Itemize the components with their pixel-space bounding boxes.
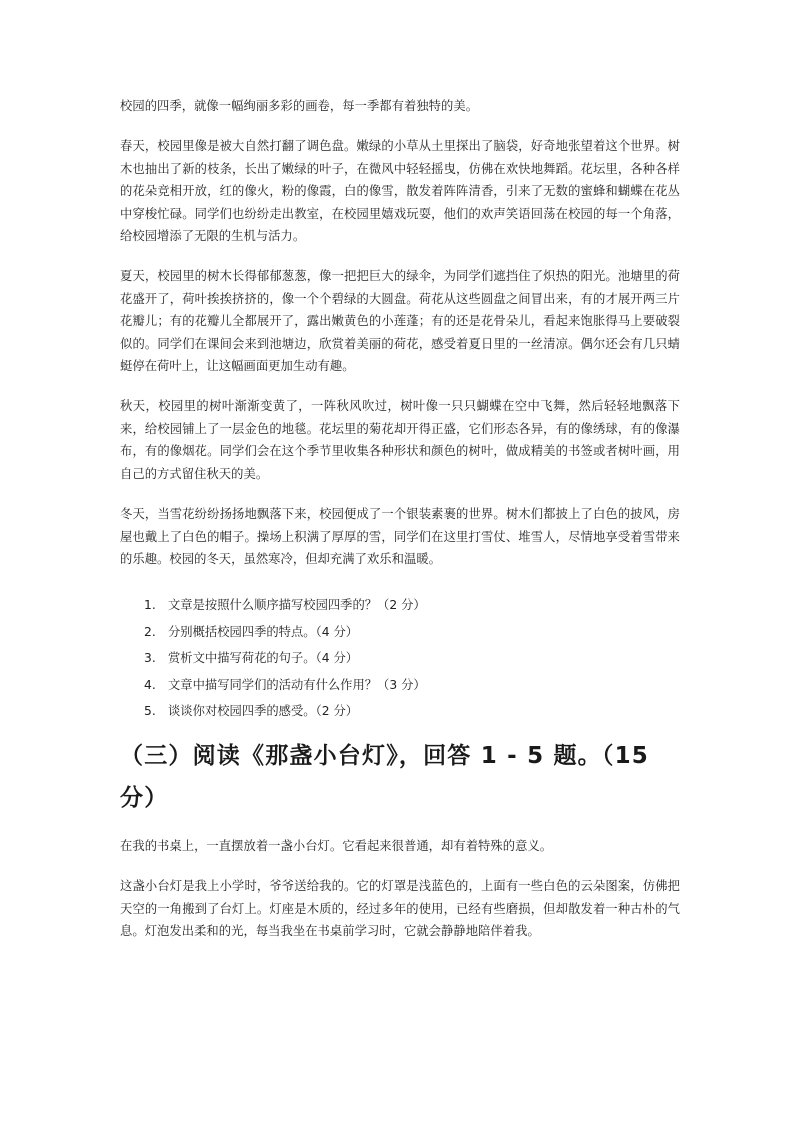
question-text: 谈谈你对校园四季的感受。（2 分） (168, 704, 359, 719)
paragraph-gap (120, 377, 680, 395)
question-item (120, 698, 680, 725)
autumn-paragraph: 秋天，校园里的树叶渐渐变黄了，一阵秋风吹过，树叶像一只只蝴蝶在空中飞舞，然后轻轻地飘落下来，给校园铺上了一层金色的地毯。花坛里的菊花却开得正盛，它们形态各异，有的像绣球，有的像瀑布，有的像烟花。同学们会在这个季节里收集各种形状和颜色的树叶，做成精美的书签或者树叶画，用自己的方式留住秋天的美。 (120, 399, 680, 481)
paragraph-gap (120, 485, 680, 503)
winter-paragraph: 冬天，当雪花纷纷扬扬地飘落下来，校园便成了一个银装素裹的世界。树木们都披上了白色的披风，房屋也戴上了白色的帽子。操场上积满了厚厚的雪，同学们在这里打雪仗、堆雪人，尽情地享受着雪带来的乐趣。校园的冬天，虽然寒冷，但却充满了欢乐和温暖。 (120, 507, 680, 566)
paragraph-gap (120, 247, 680, 265)
question-list (120, 592, 680, 725)
question-number: 5. (144, 704, 156, 719)
question-item (120, 672, 680, 699)
question-text: 赏析文中描写荷花的句子。（4 分） (168, 651, 359, 666)
question-text: 文章中描写同学们的活动有什么作用？（3 分） (168, 677, 426, 692)
paragraph-gap (120, 857, 680, 875)
question-number: 4. (144, 677, 156, 692)
question-number: 1. (144, 598, 156, 613)
paragraph-gap (120, 819, 680, 835)
document-page (120, 95, 680, 942)
question-text: 文章是按照什么顺序描写校园四季的？（2 分） (168, 598, 426, 613)
question-number: 2. (144, 624, 156, 639)
summer-paragraph: 夏天，校园里的树木长得郁郁葱葱，像一把把巨大的绿伞，为同学们遮挡住了炽热的阳光。池塘里的荷花盛开了，荷叶挨挨挤挤的，像一个个碧绿的大圆盘。荷花从这些圆盘之间冒出来，有的才展开两三片花瓣儿；有的花瓣儿全都展开了，露出嫩黄色的小莲蓬；有的还是花骨朵儿，看起来饱胀得马上要破裂似的。同学们在课间会来到池塘边，欣赏着美丽的荷花，感受着夏日里的一丝清凉。偶尔还会有几只蜻蜓停在荷叶上，让这幅画面更加生动有趣。 (120, 269, 680, 374)
question-item (120, 645, 680, 672)
question-item (120, 619, 680, 646)
passage-intro-paragraph: 校园的四季，就像一幅绚丽多彩的画卷，每一季都有着独特的美。 (120, 99, 479, 113)
question-number: 3. (144, 651, 156, 666)
spring-paragraph: 春天，校园里像是被大自然打翻了调色盘。嫩绿的小草从土里探出了脑袋，好奇地张望着这个世界。树木也抽出了新的枝条，长出了嫩绿的叶子，在微风中轻轻摇曳，仿佛在欢快地舞蹈。花坛里，各种各样的花朵竞相开放，红的像火，粉的像霞，白的像雪，散发着阵阵清香，引来了无数的蜜蜂和蝴蝶在花丛中穿梭忙碌。同学们也纷纷走出教室，在校园里嬉戏玩耍，他们的欢声笑语回荡在校园的每一个角落，给校园增添了无限的生机与活力。 (120, 139, 680, 244)
lamp-intro-paragraph: 在我的书桌上，一直摆放着一盏小台灯。它看起来很普通，却有着特殊的意义。 (120, 838, 553, 853)
question-item (120, 592, 680, 619)
section-three-heading: （三）阅读《那盏小台灯》，回答 1 - 5 题。（15 分） (120, 742, 649, 811)
paragraph-gap (120, 117, 680, 135)
lamp-description-paragraph: 这盏小台灯是我上小学时，爷爷送给我的。它的灯罩是浅蓝色的，上面有一些白色的云朵图案，仿佛把天空的一角搬到了台灯上。灯座是木质的，经过多年的使用，已经有些磨损，但却散发着一种古朴的气息。灯泡发出柔和的光，每当我坐在书桌前学习时，它就会静静地陪伴着我。 (120, 879, 680, 939)
question-text: 分别概括校园四季的特点。（4 分） (168, 624, 359, 639)
